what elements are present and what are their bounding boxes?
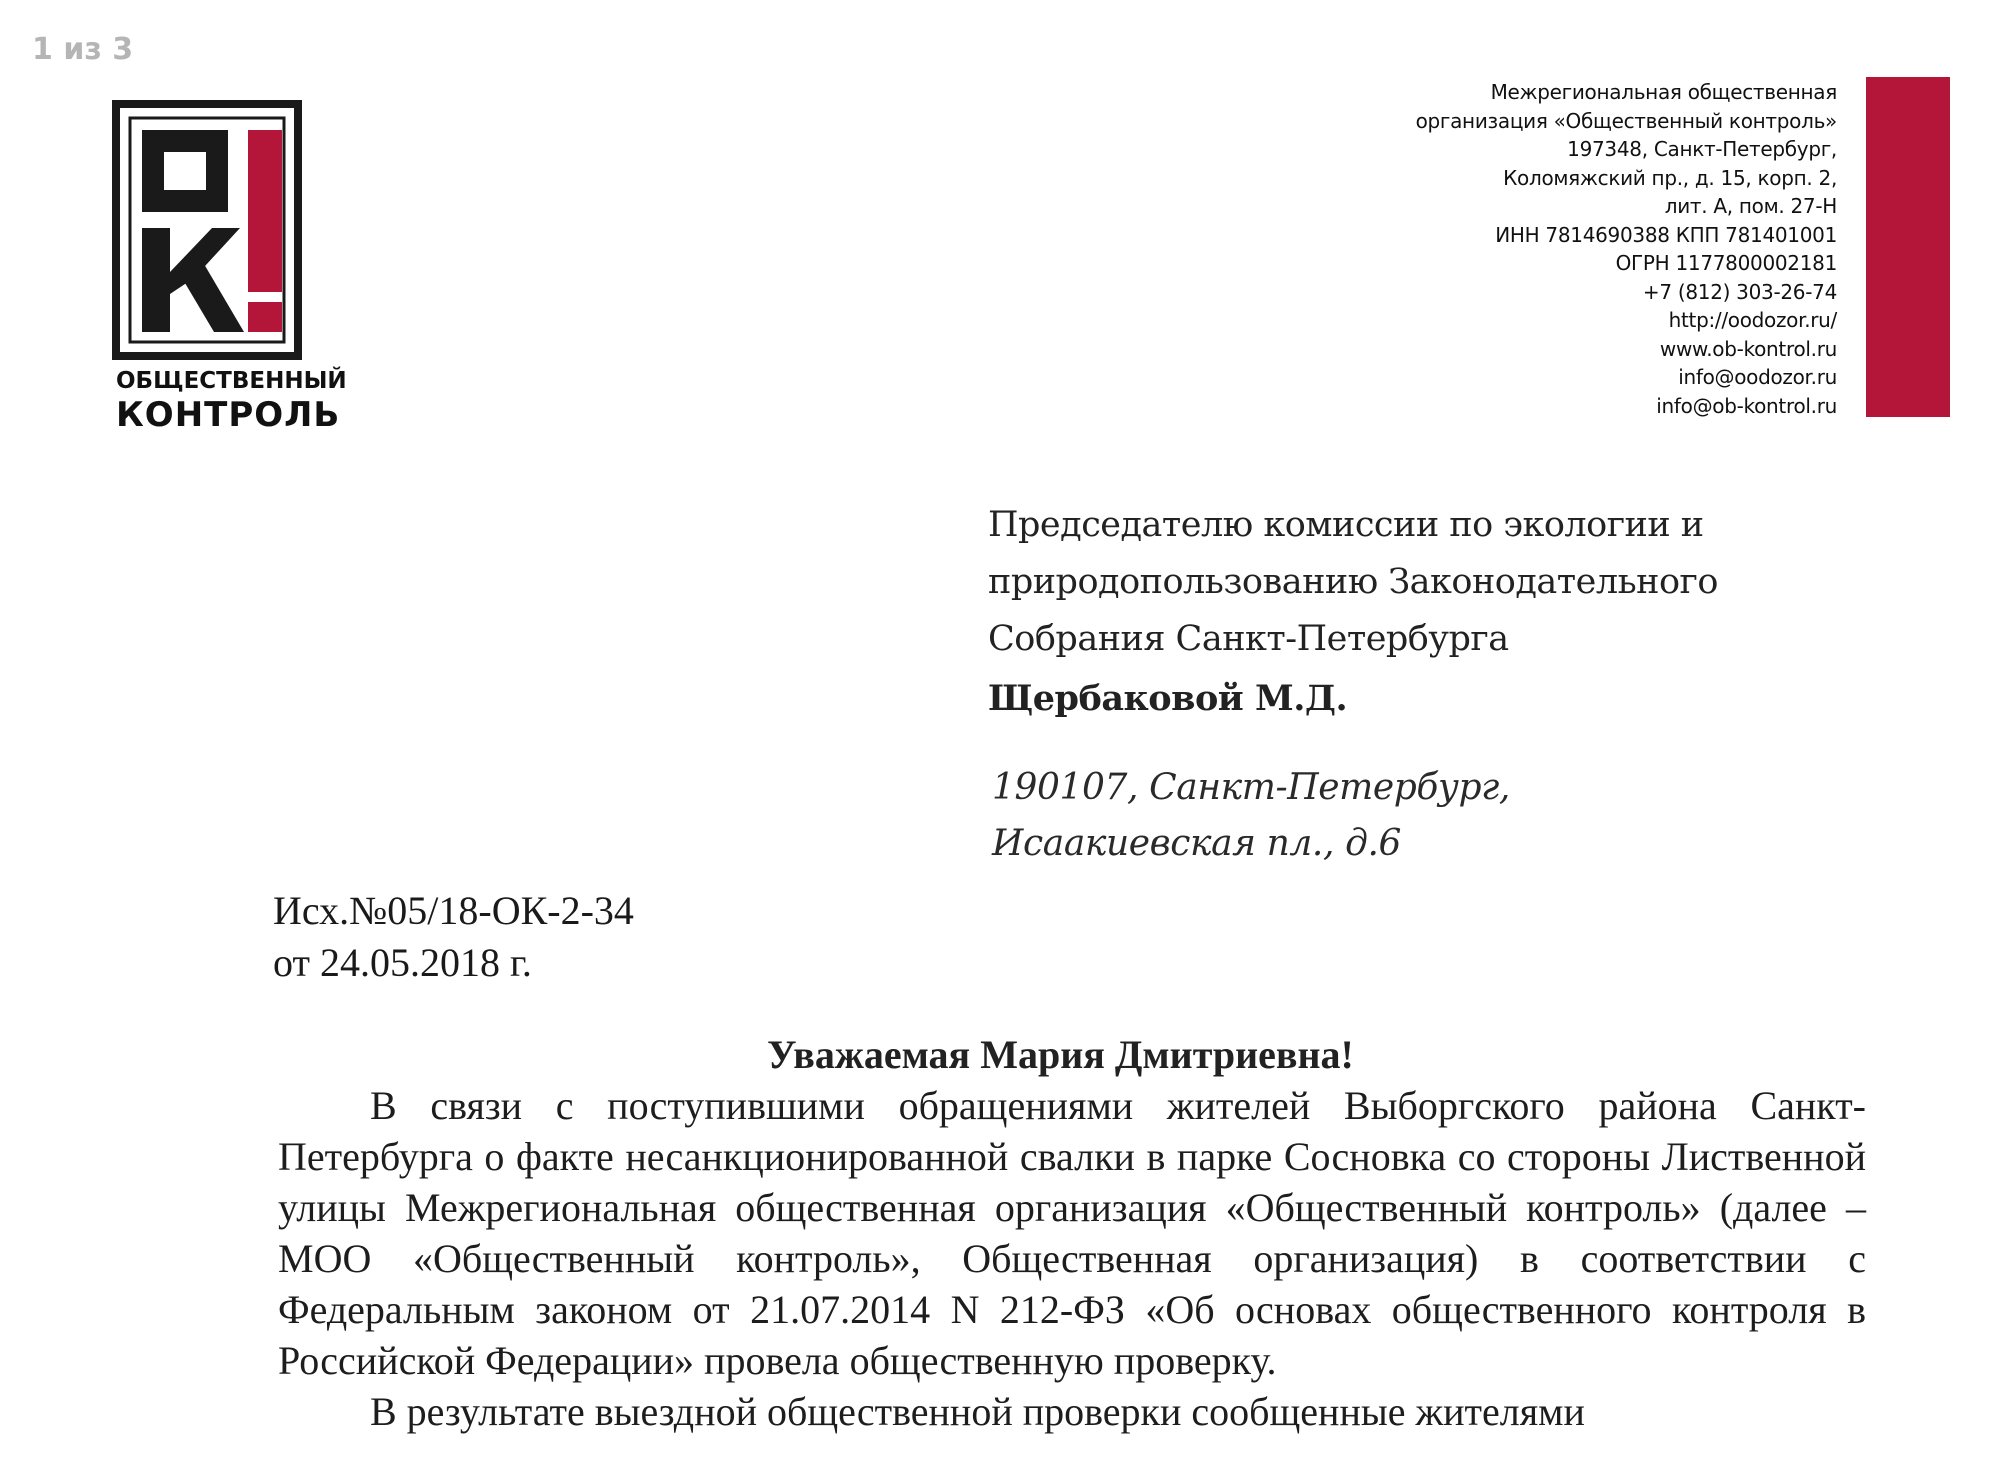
org-line: info@ob-kontrol.ru [1656,393,1837,418]
org-line: 197348, Санкт-Петербург, [1567,137,1837,161]
outgoing-number: Исх.№05/18-ОК-2-34 [273,888,634,933]
ok-logo-icon [112,100,302,360]
org-line: Межрегиональная общественная [1490,80,1837,104]
outgoing-date: от 24.05.2018 г. [273,940,532,985]
org-line: ОГРН 1177800002181 [1615,251,1837,275]
org-line: организация «Общественный контроль» [1415,108,1837,133]
addressee-line: природопользованию Законодательного [988,562,1718,602]
header-accent-bar [1866,77,1950,417]
address-line: Исаакиевская пл., д.6 [992,823,1402,864]
org-line: www.ob-kontrol.ru [1659,336,1837,361]
address-line: 190107, Санкт-Петербург, [992,767,1510,808]
body-paragraph: В связи с поступившими обращениями жителей Выборгского района Санкт-Петербурга о факте несанкционированной свалки в парке Сосновка со стороны Лиственной улицы Межрегиональная общественная организация «Общественный контроль» (далее – МОО «Общественный контроль», Общественная организация) в соответствии с Федеральным законом от 21.07.2014 N 212-ФЗ «Об основах общественного контроля в Российской Федерации» провела общественную проверку. [278,1083,1866,1383]
org-line: лит. А, пом. 27-Н [1664,194,1837,218]
addressee-address [992,760,1510,872]
org-line: ИНН 7814690388 КПП 781401001 [1495,222,1837,247]
addressee-line: Председателю комиссии по экологии и [988,505,1704,545]
addressee-block [988,497,1718,727]
page-counter: 1 из 3 [32,32,134,67]
org-line: Коломяжский пр., д. 15, корп. 2, [1503,165,1837,190]
organization-details [1416,78,1837,420]
letter-body [278,1080,1866,1437]
organization-logo [112,100,347,435]
org-line: +7 (812) 303-26-74 [1642,279,1837,304]
addressee-name: Щербаковой М.Д. [988,678,1348,719]
logo-line-1: ОБЩЕСТВЕННЫЙ [116,368,347,394]
logo-line-2: КОНТРОЛЬ [116,395,341,435]
org-line: http://oodozor.ru/ [1668,308,1837,332]
logo-text [116,367,347,435]
outgoing-reference [273,885,634,989]
org-line: info@oodozor.ru [1678,365,1837,389]
salutation: Уважаемая Мария Дмитриевна! [767,1032,1354,1077]
addressee-line: Собрания Санкт-Петербурга [988,619,1509,659]
body-paragraph: В результате выездной общественной проверки сообщенные жителями [370,1389,1585,1434]
